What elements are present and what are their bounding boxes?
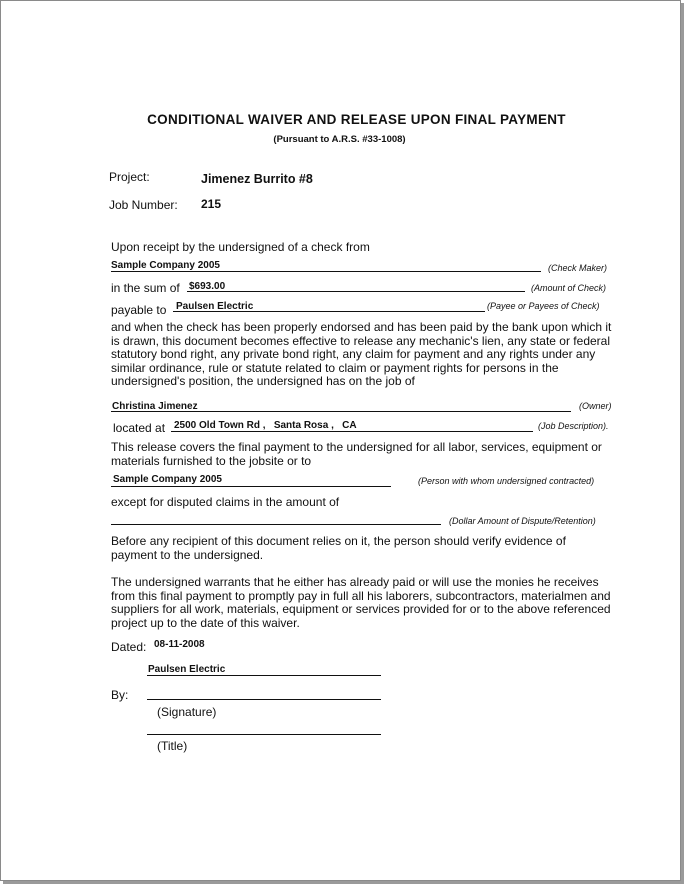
job-number-value: 215 — [201, 197, 222, 211]
company-value: Paulsen Electric — [148, 664, 226, 675]
owner-caption: (Owner) — [579, 401, 612, 411]
payee-value: Paulsen Electric — [176, 301, 254, 312]
payee-line — [173, 311, 485, 312]
company-line — [147, 675, 381, 676]
amount-caption: (Amount of Check) — [531, 283, 607, 293]
disputed-text: except for disputed claims in the amount of — [111, 495, 340, 509]
by-label: By: — [111, 688, 129, 702]
check-maker-line — [111, 271, 541, 272]
owner-line — [111, 411, 571, 412]
dated-value: 08-11-2008 — [154, 639, 205, 650]
release-paragraph: This release covers the final payment to the undersigned for all labor, services, equipment or materials furnished to the jobsite or to — [111, 440, 602, 468]
signature-line — [147, 699, 381, 700]
endorse-paragraph: and when the check has been properly endorsed and has been paid by the bank upon which it is drawn, this document becomes effective to release any mechanic's lien, any state or federal statutory bond right, any private bond right, any claim for payment and any rights under any similar ordinance, rule or statute related to claim or payment rights for persons in the undersigned's position, the undersigned has on the job of — [111, 320, 612, 389]
payee-caption: (Payee or Payees of Check) — [487, 301, 600, 311]
dispute-caption: (Dollar Amount of Dispute/Retention) — [449, 516, 596, 526]
check-maker-caption: (Check Maker) — [548, 263, 608, 273]
payee-label: payable to — [111, 303, 167, 317]
location-caption: (Job Description). — [538, 421, 609, 431]
amount-line — [187, 291, 525, 292]
check-maker-value: Sample Company 2005 — [111, 260, 220, 271]
amount-value: $693.00 — [189, 281, 226, 292]
location-label: located at — [113, 421, 166, 435]
signature-caption: (Signature) — [157, 705, 217, 719]
location-value: 2500 Old Town Rd , Santa Rosa , CA — [174, 420, 357, 431]
document-title: CONDITIONAL WAIVER AND RELEASE UPON FINAL PAYMENT — [147, 112, 566, 127]
title-line — [147, 734, 381, 735]
warrant-paragraph: The undersigned warrants that he either has already paid or will use the monies he receives from this final payment to promptly pay in full all his laborers, subcontractors, materialmen and suppliers for all work, materials, equipment or services provided for or to the above referenced project up to the date of this waiver. — [111, 575, 611, 630]
location-line — [171, 431, 533, 432]
receipt-text: Upon receipt by the undersigned of a check from — [111, 240, 370, 254]
amount-label: in the sum of — [111, 281, 180, 295]
project-label: Project: — [109, 170, 150, 184]
project-value: Jimenez Burrito #8 — [201, 172, 313, 186]
dated-label: Dated: — [111, 640, 147, 654]
contracted-line — [111, 486, 391, 487]
document-subtitle: (Pursuant to A.R.S. #33-1008) — [273, 134, 406, 145]
title-caption: (Title) — [157, 739, 188, 753]
contracted-value: Sample Company 2005 — [113, 474, 222, 485]
contracted-caption: (Person with whom undersigned contracted) — [418, 476, 595, 486]
verify-paragraph: Before any recipient of this document relies on it, the person should verify evidence of payment to the undersigned. — [111, 534, 566, 562]
dispute-line — [111, 524, 441, 525]
owner-value: Christina Jimenez — [112, 401, 198, 412]
job-number-label: Job Number: — [109, 198, 178, 212]
